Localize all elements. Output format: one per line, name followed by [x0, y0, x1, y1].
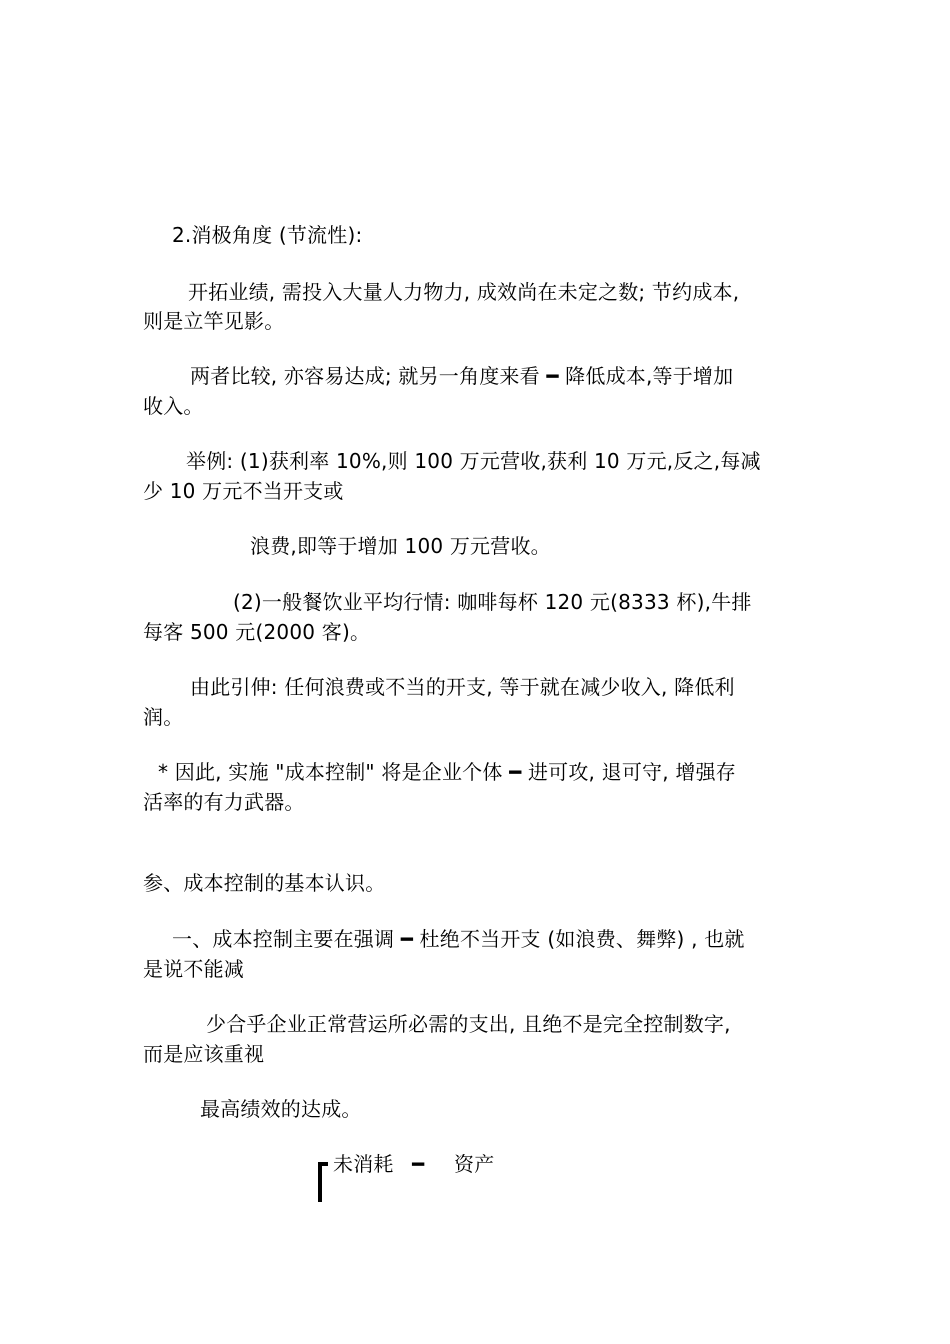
paragraph-2-line-2: 收入。	[143, 394, 204, 418]
part-heading: 参、成本控制的基本认识。	[143, 871, 386, 895]
paragraph-2-line-1: 两者比较, 亦容易达成; 就另一角度来看 ━ 降低成本,等于增加	[190, 364, 734, 388]
paragraph-1-line-1: 开拓业绩, 需投入大量人力物力, 成效尚在未定之数; 节约成本,	[188, 280, 740, 304]
paragraph-7-line-2: 活率的有力武器。	[143, 790, 305, 814]
paragraph-5-line-2: 每客 500 元(2000 客)。	[143, 620, 371, 644]
paragraph-3-line-1: 举例: (1)获利率 10%,则 100 万元营收,获利 10 万元,反之,每减	[186, 449, 761, 473]
paragraph-5-line-1: (2)一般餐饮业平均行情: 咖啡每杯 120 元(8333 杯),牛排	[233, 590, 752, 614]
item-one-line-4: 而是应该重视	[143, 1042, 265, 1066]
diagram-left-label: 未消耗	[333, 1152, 394, 1176]
item-one-line-3: 少合乎企业正常营运所必需的支出, 且绝不是完全控制数字,	[206, 1012, 731, 1036]
brace-bracket	[318, 1162, 328, 1202]
paragraph-7-line-1: * 因此, 实施 "成本控制" 将是企业个体 ━ 进可攻, 退可守, 增强存	[158, 760, 736, 784]
diagram-connector: ━	[412, 1152, 425, 1176]
item-one-line-5: 最高绩效的达成。	[200, 1097, 362, 1121]
paragraph-3-line-2: 少 10 万元不当开支或	[143, 479, 344, 503]
diagram-right-label: 资产	[454, 1152, 495, 1176]
paragraph-4-line-1: 浪费,即等于增加 100 万元营收。	[250, 534, 551, 558]
section-heading: 2.消极角度 (节流性):	[172, 223, 363, 247]
item-one-line-1: 一、成本控制主要在强调 ━ 杜绝不当开支 (如浪费、舞弊) , 也就	[172, 927, 745, 951]
paragraph-6-line-1: 由此引伸: 任何浪费或不当的开支, 等于就在减少收入, 降低利	[190, 675, 735, 699]
paragraph-6-line-2: 润。	[143, 705, 184, 729]
item-one-line-2: 是说不能减	[143, 957, 244, 981]
paragraph-1-line-2: 则是立竿见影。	[143, 309, 285, 333]
